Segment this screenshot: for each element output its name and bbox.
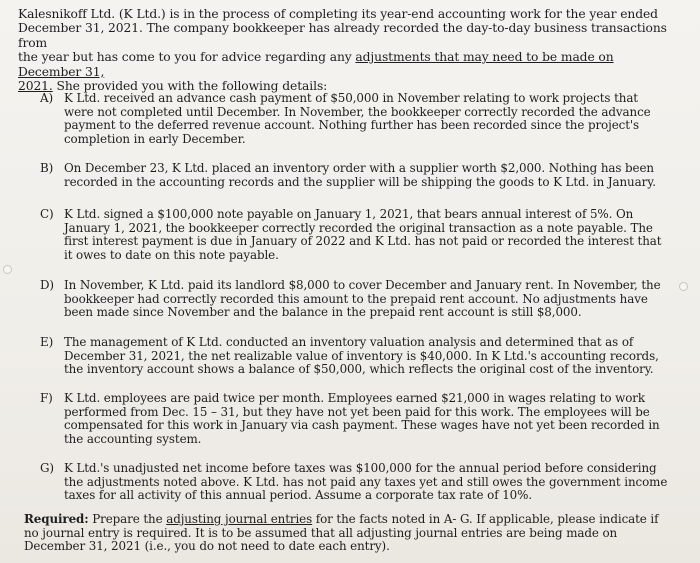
- intro-underlined-phrase: adjustments that may need to be made on December 31,: [18, 50, 614, 79]
- item-text: On December 23, K Ltd. placed an inventory order with a supplier worth $2,000. Nothing has been recorded in the accounting records and the supplier will be shipping the goods to K Ltd. in January.: [64, 161, 656, 189]
- margin-circle-icon: [3, 265, 12, 274]
- list-item-d: [40, 279, 668, 320]
- item-letter: B): [40, 161, 54, 175]
- intro-line-2: December 31, 2021. The company bookkeeper has already recorded the day-to-day business transactions from: [18, 21, 667, 50]
- list-item-a: [40, 92, 668, 146]
- item-text: In November, K Ltd. paid its landlord $8,000 to cover December and January rent. In November, the bookkeeper had correctly recorded this amount to the prepaid rent account. No adjustments have been made since November and the balance in the prepaid rent account is still $8,000.: [64, 278, 661, 320]
- margin-square-icon: [679, 282, 688, 291]
- intro-line-4: She provided you with the following details:: [52, 79, 328, 94]
- intro-underlined-year: 2021.: [18, 79, 53, 94]
- list-item-b: [40, 162, 668, 189]
- list-item-e: [40, 336, 668, 377]
- required-paragraph: [24, 513, 664, 554]
- item-letter: D): [40, 278, 54, 292]
- list-item-c: [40, 208, 668, 262]
- item-letter: G): [40, 461, 54, 475]
- intro-paragraph: [18, 7, 670, 93]
- list-item-g: [40, 462, 668, 503]
- list-item-f: [40, 392, 668, 446]
- intro-line-1: Kalesnikoff Ltd. (K Ltd.) is in the process of completing its year-end accounting work for the year ended: [18, 7, 658, 21]
- item-letter: E): [40, 335, 54, 349]
- required-text-start: Prepare the: [88, 512, 167, 526]
- item-letter: C): [40, 207, 54, 221]
- item-text: K Ltd.'s unadjusted net income before taxes was $100,000 for the annual period before considering the adjustments noted above. K Ltd. has not paid any taxes yet and still owes the government income taxes for all activity of this annual period. Assume a corporate tax rate of 10%.: [64, 461, 668, 503]
- required-text-end: for the facts noted in A- G. If applicable, please indicate if no journal entry is required. It is to be assumed that all adjusting journal entries are being made on December 31, 2021 (i.e., you do not need to date each entry).: [24, 512, 659, 554]
- required-underlined: adjusting journal entries: [166, 512, 313, 526]
- item-text: K Ltd. employees are paid twice per month. Employees earned $21,000 in wages relating to work performed from Dec. 15 – 31, but they have not yet been paid for this work. The employees will be compensated for this work in January via cash payment. These wages have not yet been recorded in the accounting system.: [64, 391, 660, 446]
- item-letter: F): [40, 391, 53, 405]
- item-text: K Ltd. signed a $100,000 note payable on January 1, 2021, that bears annual interest of 5%. On January 1, 2021, the bookkeeper correctly recorded the original transaction as a note payable. The first interest payment is due in January of 2022 and K Ltd. has not paid or recorded the interest that it owes to date on this note payable.: [64, 207, 662, 262]
- required-label: Required:: [24, 512, 89, 526]
- item-text: The management of K Ltd. conducted an inventory valuation analysis and determined that as of December 31, 2021, the net realizable value of inventory is $40,000. In K Ltd.'s accounting records, the inventory account shows a balance of $50,000, which reflects the original cost of the inventory.: [64, 335, 659, 377]
- item-letter: A): [40, 91, 54, 105]
- item-text: K Ltd. received an advance cash payment of $50,000 in November relating to work projects that were not completed until December. In November, the bookkeeper correctly recorded the advance payment to the deferred revenue account. Nothing further has been recorded since the project's completion in early December.: [64, 91, 651, 146]
- intro-line-3: the year but has come to you for advice regarding any: [18, 50, 356, 65]
